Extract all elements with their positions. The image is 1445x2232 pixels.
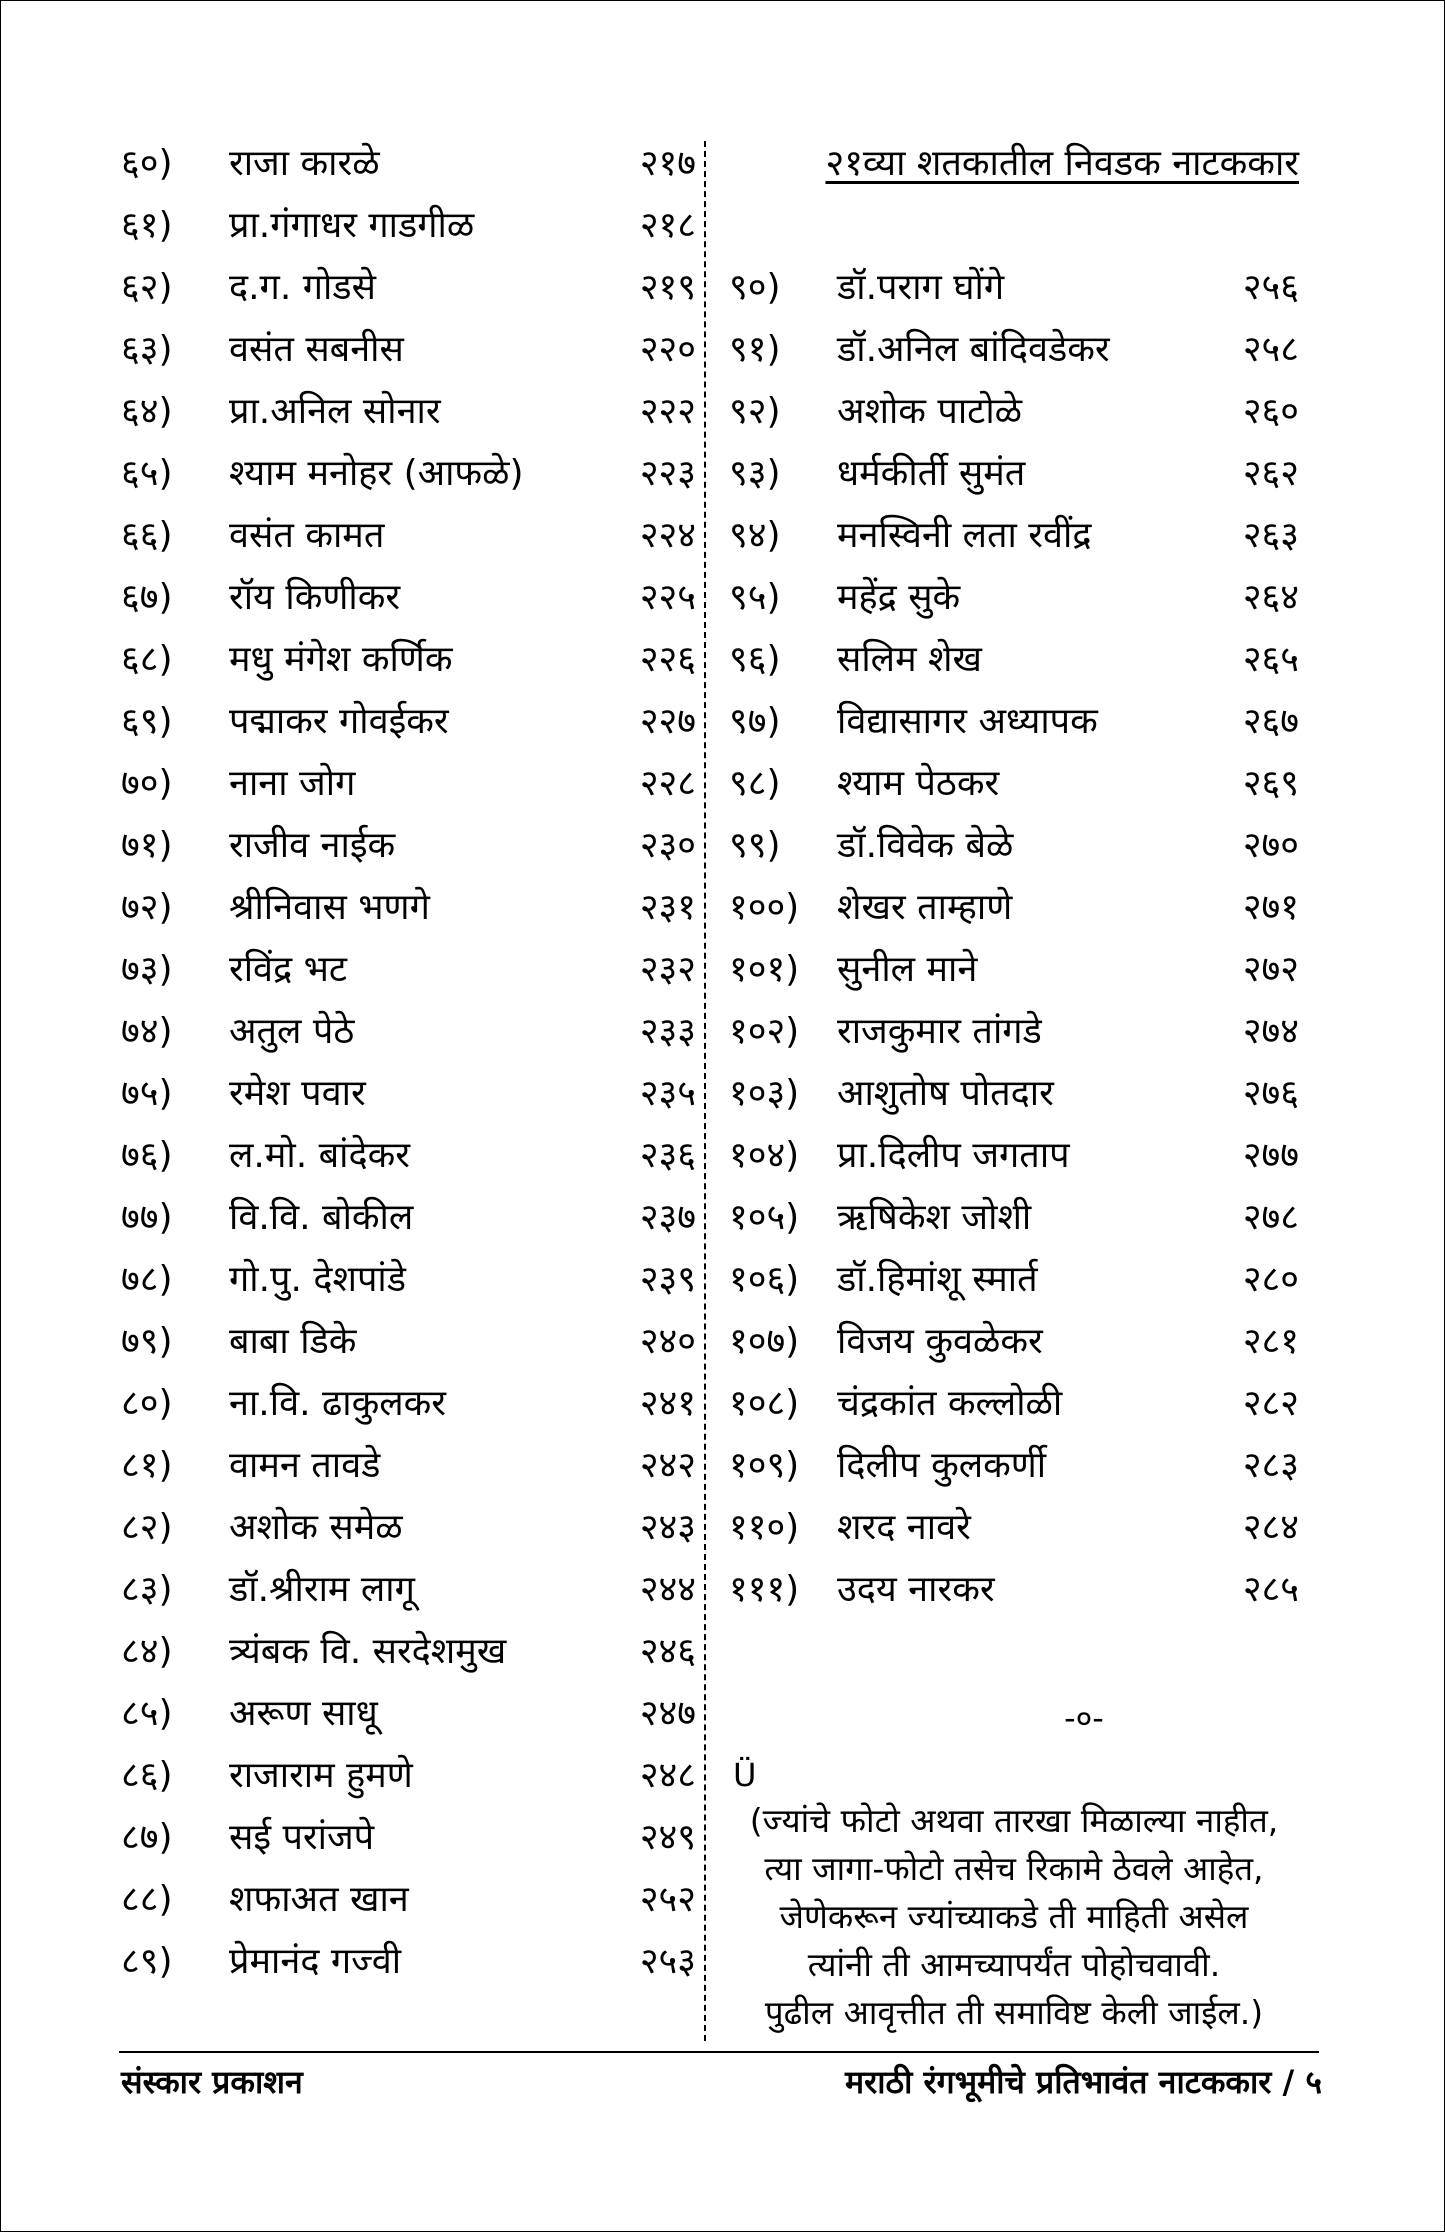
list-item — [729, 1311, 1299, 1373]
page-number: २४९ — [639, 1817, 696, 1858]
page-number: २२५ — [639, 577, 696, 618]
item-number: ९८) — [729, 763, 781, 804]
playwright-name: प्रा.अनिल सोनार — [229, 391, 441, 432]
item-number: ६४) — [121, 391, 173, 432]
playwright-name: ल.मो. बांदेकर — [229, 1135, 410, 1176]
playwright-name: प्रा.दिलीप जगताप — [837, 1135, 1070, 1176]
page-number: २४४ — [639, 1569, 696, 1610]
item-number: ७५) — [121, 1073, 173, 1114]
page-number: २६७ — [1242, 701, 1299, 742]
list-item — [121, 1063, 696, 1125]
column-divider — [704, 141, 706, 2041]
page-number: २८० — [1242, 1259, 1299, 1300]
item-number: ८७) — [121, 1817, 173, 1858]
list-item — [729, 1063, 1299, 1125]
playwright-name: प्रेमानंद गज्वी — [229, 1941, 402, 1982]
heading-spacer — [729, 195, 1299, 257]
playwright-name: उदय नारकर — [837, 1569, 995, 1610]
page-number: २१७ — [639, 143, 696, 184]
list-item — [121, 567, 696, 629]
list-item — [121, 1621, 696, 1683]
page-number: २३० — [639, 825, 696, 866]
playwright-name: डॉ.श्रीराम लागू — [229, 1569, 415, 1610]
list-item — [729, 257, 1299, 319]
page-number: २२६ — [639, 639, 696, 680]
playwright-name: पद्माकर गोवईकर — [229, 701, 449, 742]
list-item — [729, 319, 1299, 381]
playwright-name: प्रा.गंगाधर गाडगीळ — [229, 205, 475, 246]
playwright-name: शफाअत खान — [229, 1879, 409, 1920]
right-column — [729, 133, 1299, 2037]
item-number: ७३) — [121, 949, 173, 990]
page-number: २७१ — [1242, 887, 1299, 928]
list-item — [121, 1001, 696, 1063]
page-number: २६० — [1242, 391, 1299, 432]
page-number: २३७ — [639, 1197, 696, 1238]
page-number: २२३ — [639, 453, 696, 494]
left-column-list — [121, 133, 696, 1993]
list-item — [121, 1187, 696, 1249]
list-item — [121, 815, 696, 877]
playwright-name: सुनील माने — [837, 949, 978, 990]
item-number: १००) — [729, 887, 800, 928]
item-number: ६९) — [121, 701, 173, 742]
item-number: ९०) — [729, 267, 781, 308]
list-item — [121, 1559, 696, 1621]
item-number: ११०) — [729, 1507, 800, 1548]
page-number: २६४ — [1242, 577, 1299, 618]
playwright-name: वि.वि. बोकील — [229, 1197, 414, 1238]
list-spacer — [729, 1621, 1299, 1683]
playwright-name: श्रीनिवास भणगे — [229, 887, 430, 928]
page-number: २१८ — [639, 205, 696, 246]
item-number: ८३) — [121, 1569, 173, 1610]
playwright-name: आशुतोष पोतदार — [837, 1073, 1054, 1114]
item-number: ९४) — [729, 515, 781, 556]
right-column-list — [729, 257, 1299, 1621]
item-number: ७६) — [121, 1135, 173, 1176]
list-item — [121, 1497, 696, 1559]
item-number: ७०) — [121, 763, 173, 804]
item-number: ६७) — [121, 577, 173, 618]
list-item — [121, 381, 696, 443]
page-number: २६९ — [1242, 763, 1299, 804]
list-item — [121, 753, 696, 815]
page-number: २७७ — [1242, 1135, 1299, 1176]
page-number: २८५ — [1242, 1569, 1299, 1610]
page-number: २५३ — [639, 1941, 696, 1982]
playwright-name: ना.वि. ढाकुलकर — [229, 1383, 446, 1424]
page-number: २८१ — [1242, 1321, 1299, 1362]
list-item — [729, 381, 1299, 443]
page-number: २२२ — [639, 391, 696, 432]
item-number: ८५) — [121, 1693, 173, 1734]
note-line: पुढील आवृत्तीत ती समाविष्ट केली जाईल.) — [764, 1993, 1264, 2032]
list-item — [729, 443, 1299, 505]
page-number: २३६ — [639, 1135, 696, 1176]
playwright-name: नाना जोग — [229, 763, 356, 804]
list-item — [729, 877, 1299, 939]
list-item — [729, 691, 1299, 753]
item-number: ९६) — [729, 639, 781, 680]
playwright-name: मधु मंगेश कर्णिक — [229, 639, 453, 680]
page-number: २४२ — [639, 1445, 696, 1486]
list-item — [729, 753, 1299, 815]
page-number: २४३ — [639, 1507, 696, 1548]
note-line: जेणेकरून ज्यांच्याकडे ती माहिती असेल — [779, 1897, 1249, 1936]
item-number: ८८) — [121, 1879, 173, 1920]
note-line: (ज्यांचे फोटो अथवा तारखा मिळाल्या नाहीत, — [749, 1801, 1279, 1840]
list-item — [121, 1807, 696, 1869]
item-number: ७९) — [121, 1321, 173, 1362]
item-number: ६२) — [121, 267, 173, 308]
item-number: १०५) — [729, 1197, 800, 1238]
page-number: २८२ — [1242, 1383, 1299, 1424]
list-item — [121, 195, 696, 257]
playwright-name: डॉ.पराग घोंगे — [837, 267, 1005, 308]
note-symbol: Ü — [733, 1756, 757, 1794]
footer-book-title-page: मराठी रंगभूमीचे प्रतिभावंत नाटककार / ५ — [844, 2063, 1322, 2101]
playwright-name: सलिम शेख — [837, 639, 982, 680]
list-item — [121, 629, 696, 691]
list-item — [729, 1373, 1299, 1435]
item-number: १११) — [729, 1569, 800, 1610]
list-item — [729, 1187, 1299, 1249]
playwright-name: सई परांजपे — [229, 1817, 375, 1858]
list-item — [121, 443, 696, 505]
item-number: ७७) — [121, 1197, 173, 1238]
page-number: २६२ — [1242, 453, 1299, 494]
list-item — [729, 505, 1299, 567]
page-number: २३३ — [639, 1011, 696, 1052]
list-item — [729, 1497, 1299, 1559]
playwright-name: वामन तावडे — [229, 1445, 381, 1486]
section-heading: २१व्या शतकातील निवडक नाटककार — [825, 143, 1299, 184]
item-number: ६८) — [121, 639, 173, 680]
playwright-name: अशोक समेळ — [229, 1507, 403, 1548]
list-item — [729, 1125, 1299, 1187]
playwright-name: ऋषिकेश जोशी — [837, 1197, 1032, 1238]
playwright-name: धर्मकीर्ती सुमंत — [837, 453, 1026, 494]
playwright-name: राजीव नाईक — [229, 825, 396, 866]
page-number: २८४ — [1242, 1507, 1299, 1548]
item-number: १०७) — [729, 1321, 800, 1362]
list-item — [121, 1435, 696, 1497]
page-number: २८३ — [1242, 1445, 1299, 1486]
item-number: ७८) — [121, 1259, 173, 1300]
item-number: १०१) — [729, 949, 800, 990]
item-number: ८१) — [121, 1445, 173, 1486]
list-item — [729, 1559, 1299, 1621]
playwright-name: शरद नावरे — [837, 1507, 971, 1548]
list-item — [121, 1869, 696, 1931]
item-number: १०३) — [729, 1073, 800, 1114]
page-number: २३९ — [639, 1259, 696, 1300]
page-number: २३५ — [639, 1073, 696, 1114]
item-number: ६६) — [121, 515, 173, 556]
list-item — [121, 133, 696, 195]
page-number: २२० — [639, 329, 696, 370]
playwright-name: राजकुमार तांगडे — [837, 1011, 1042, 1052]
playwright-name: डॉ.विवेक बेळे — [837, 825, 1014, 866]
page-number: २७२ — [1242, 949, 1299, 990]
list-item — [121, 691, 696, 753]
footer-rule — [119, 2051, 1319, 2053]
item-number: ८९) — [121, 1941, 173, 1982]
list-item — [121, 1373, 696, 1435]
item-number: १०२) — [729, 1011, 800, 1052]
page-number: २४७ — [639, 1693, 696, 1734]
page-number: २६३ — [1242, 515, 1299, 556]
item-number: ८४) — [121, 1631, 173, 1672]
playwright-name: श्याम पेठकर — [837, 763, 1000, 804]
playwright-name: राजा कारळे — [229, 143, 380, 184]
playwright-name: डॉ.अनिल बांदिवडेकर — [837, 329, 1110, 370]
playwright-name: अतुल पेठे — [229, 1011, 355, 1052]
note-line: त्यांनी ती आमच्यापर्यंत पोहोचवावी. — [807, 1945, 1221, 1984]
playwright-name: विद्यासागर अध्यापक — [837, 701, 1098, 742]
item-number: ९१) — [729, 329, 781, 370]
item-number: ६५) — [121, 453, 173, 494]
list-item — [121, 505, 696, 567]
playwright-name: रमेश पवार — [229, 1073, 366, 1114]
item-number: ७१) — [121, 825, 173, 866]
list-item — [121, 257, 696, 319]
page-number: २७० — [1242, 825, 1299, 866]
list-item — [729, 629, 1299, 691]
list-item — [729, 815, 1299, 877]
item-number: ९२) — [729, 391, 781, 432]
playwright-name: रविंद्र भट — [229, 949, 348, 990]
item-number: ६०) — [121, 143, 173, 184]
item-number: ८०) — [121, 1383, 173, 1424]
list-item — [121, 1931, 696, 1993]
list-item — [729, 1001, 1299, 1063]
playwright-name: अरूण साधू — [229, 1693, 378, 1734]
list-item — [121, 1125, 696, 1187]
item-number: ९९) — [729, 825, 781, 866]
page-number: २७४ — [1242, 1011, 1299, 1052]
playwright-name: चंद्रकांत कल्लोळी — [837, 1383, 1063, 1424]
page-number: २२७ — [639, 701, 696, 742]
list-item — [121, 319, 696, 381]
item-number: ९५) — [729, 577, 781, 618]
page-number: २५२ — [639, 1879, 696, 1920]
page-number: २५६ — [1242, 267, 1299, 308]
list-item — [121, 877, 696, 939]
item-number: १०९) — [729, 1445, 800, 1486]
playwright-name: त्र्यंबक वि. सरदेशमुख — [229, 1631, 507, 1672]
item-number: १०६) — [729, 1259, 800, 1300]
playwright-name: महेंद्र सुके — [837, 577, 961, 618]
playwright-name: बाबा डिके — [229, 1321, 357, 1362]
playwright-name: दिलीप कुलकर्णी — [837, 1445, 1047, 1486]
playwright-name: शेखर ताम्हाणे — [837, 887, 1013, 928]
playwright-name: श्याम मनोहर (आफळे) — [229, 453, 524, 494]
item-number: १०८) — [729, 1383, 800, 1424]
item-number: ८६) — [121, 1755, 173, 1796]
page-number: २७६ — [1242, 1073, 1299, 1114]
playwright-name: गो.पु. देशपांडे — [229, 1259, 406, 1300]
page-number: २३१ — [639, 887, 696, 928]
page-number: २७८ — [1242, 1197, 1299, 1238]
page-number: २४८ — [639, 1755, 696, 1796]
note-line: त्या जागा-फोटो तसेच रिकामे ठेवले आहेत, — [764, 1849, 1264, 1888]
footer-publisher: संस्कार प्रकाशन — [121, 2063, 303, 2101]
item-number: ९७) — [729, 701, 781, 742]
item-number: ९३) — [729, 453, 781, 494]
page-number: २२४ — [639, 515, 696, 556]
list-item — [121, 1683, 696, 1745]
section-separator: -०- — [1064, 1699, 1104, 1737]
list-item — [121, 1311, 696, 1373]
playwright-name: वसंत कामत — [229, 515, 385, 556]
page-number: २५८ — [1242, 329, 1299, 370]
item-number: ६३) — [121, 329, 173, 370]
playwright-name: रॉय किणीकर — [229, 577, 401, 618]
playwright-name: राजाराम हुमणे — [229, 1755, 413, 1796]
note-block — [729, 1797, 1299, 2037]
page-number: २४० — [639, 1321, 696, 1362]
playwright-name: द.ग. गोडसे — [229, 267, 376, 308]
list-item — [729, 567, 1299, 629]
item-number: ७२) — [121, 887, 173, 928]
item-number: ७४) — [121, 1011, 173, 1052]
item-number: ८२) — [121, 1507, 173, 1548]
page-number: २१९ — [639, 267, 696, 308]
list-item — [121, 1745, 696, 1807]
list-item — [121, 1249, 696, 1311]
playwright-name: अशोक पाटोळे — [837, 391, 1022, 432]
page-number: २३२ — [639, 949, 696, 990]
page-number: २४१ — [639, 1383, 696, 1424]
page-number: २४६ — [639, 1631, 696, 1672]
list-item — [729, 1249, 1299, 1311]
page-number: २२८ — [639, 763, 696, 804]
playwright-name: विजय कुवळेकर — [837, 1321, 1043, 1362]
playwright-name: वसंत सबनीस — [229, 329, 404, 370]
page-number: २६५ — [1242, 639, 1299, 680]
list-item — [729, 939, 1299, 1001]
item-number: ६१) — [121, 205, 173, 246]
playwright-name: मनस्विनी लता रवींद्र — [837, 515, 1092, 556]
playwright-name: डॉ.हिमांशू स्मार्त — [837, 1259, 1038, 1300]
list-item — [729, 1435, 1299, 1497]
item-number: १०४) — [729, 1135, 800, 1176]
list-item — [121, 939, 696, 1001]
